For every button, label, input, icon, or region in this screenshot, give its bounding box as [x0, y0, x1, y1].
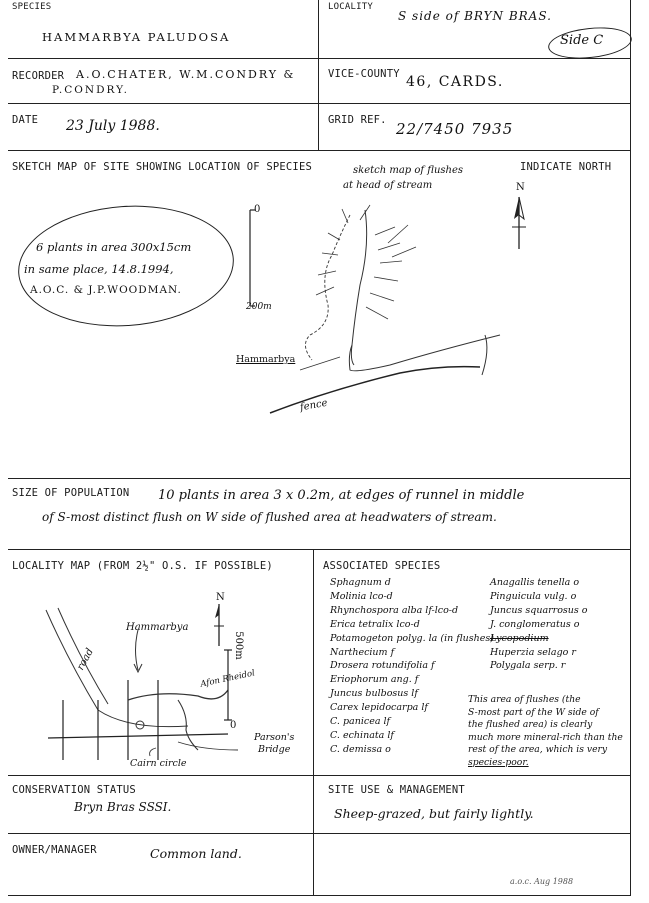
species-entry: Rhynchospora alba lf-lco-d [330, 604, 459, 616]
cairn-label: Cairn circle [130, 758, 187, 769]
footer-note: a.o.c. Aug 1988 [510, 877, 574, 886]
species-entry: J. conglomeratus o [490, 618, 580, 630]
divider [630, 0, 631, 895]
locality-value: S side of BRYN BRAS. [398, 9, 552, 23]
owner-label: OWNER/MANAGER [12, 844, 97, 856]
road-label: road [75, 646, 96, 673]
site-use-value: Sheep-grazed, but fairly lightly. [334, 806, 534, 821]
comment-line: species-poor. [468, 756, 529, 768]
scale-bottom: 200m [246, 302, 272, 312]
population-label: SIZE OF POPULATION [12, 487, 130, 499]
record-card [8, 0, 631, 897]
side-tag: Side C [560, 33, 604, 48]
species-entry-struck: Lycopodium [490, 632, 549, 644]
species-entry: Drosera rotundifolia f [330, 660, 435, 672]
comment-line: much more mineral-rich than the [468, 731, 623, 743]
locality-hammarbya: Hammarbya [126, 622, 189, 633]
species-entry: Erica tetralix lco-d [330, 618, 420, 630]
associated-label: ASSOCIATED SPECIES [323, 560, 441, 572]
species-entry: Sphagnum d [330, 577, 391, 588]
divider [8, 549, 631, 550]
comment-line: the flushed area) is clearly [468, 719, 593, 730]
species-marker: Hammarbya [236, 354, 296, 365]
revisit-note-line1: 6 plants in area 300x15cm [36, 240, 192, 254]
species-entry: Juncus bulbosus lf [330, 688, 418, 700]
scale-top: 0 [254, 204, 261, 215]
divider [313, 549, 314, 895]
date-value: 23 July 1988. [66, 118, 160, 134]
species-entry: Juncus squarrosus o [490, 604, 588, 616]
scale-bar [244, 210, 256, 310]
recorder-label: RECORDER [12, 70, 65, 82]
species-entry: Pinguicula vulg. o [490, 590, 577, 602]
divider [8, 150, 631, 151]
conservation-value: Bryn Bras SSSI. [74, 800, 172, 814]
revisit-note-line2: in same place, 14.8.1994, [24, 262, 174, 276]
bridge-label-line1: Parson's [254, 732, 295, 743]
vice-county-label: VICE-COUNTY [328, 68, 400, 80]
species-entry: Narthecium f [330, 646, 395, 658]
grid-ref-label: GRID REF. [328, 114, 387, 126]
comment-line: S-most part of the W side of [468, 706, 599, 718]
associated-comment [468, 694, 623, 769]
species-label: SPECIES [12, 2, 52, 12]
indicate-north-label: INDICATE NORTH [520, 161, 612, 173]
date-label: DATE [12, 114, 39, 126]
river-label: Afon Rheidol [199, 668, 256, 690]
comment-line: rest of the area, which is very [468, 744, 608, 755]
species-entry: C. panicea lf [330, 716, 391, 728]
divider [318, 0, 319, 150]
associated-col2 [490, 576, 588, 673]
species-value: HAMMARBYA PALUDOSA [42, 30, 231, 44]
sketch-map-label: SKETCH MAP OF SITE SHOWING LOCATION OF SPECIES [12, 161, 312, 173]
divider [8, 58, 631, 59]
recorder-value-line2: P.CONDRY. [52, 84, 130, 96]
species-entry: Huperzia selago r [490, 646, 576, 658]
fence-label: fence [299, 397, 329, 414]
sketch-caption-line2: at head of stream [343, 180, 433, 191]
locality-map-label: LOCALITY MAP (FROM 2½" O.S. IF POSSIBLE) [12, 560, 273, 572]
species-entry: C. demissa o [330, 743, 391, 755]
species-entry: Carex lepidocarpa lf [330, 702, 428, 714]
sketch-caption-line1: sketch map of flushes [353, 165, 464, 176]
population-value-line1: 10 plants in area 3 x 0.2m, at edges of runnel in middle [158, 488, 525, 503]
divider [8, 775, 631, 776]
population-value-line2: of S-most distinct flush on W side of flushed area at headwaters of stream. [42, 510, 497, 524]
locality-scale: 500m [232, 631, 244, 660]
locality-map-sketch [28, 600, 291, 770]
locality-label: LOCALITY [328, 2, 373, 12]
locality-scale-zero: 0 [230, 720, 237, 731]
species-entry: Polygala serp. r [490, 660, 566, 672]
recorder-value-line1: A.O.CHATER, W.M.CONDRY & [76, 68, 296, 81]
grid-ref-value: 22/7450 7935 [396, 120, 514, 138]
owner-value: Common land. [150, 846, 242, 861]
divider [8, 478, 631, 479]
vice-county-value: 46, CARDS. [406, 74, 504, 90]
bridge-label-line2: Bridge [258, 744, 291, 755]
site-use-label: SITE USE & MANAGEMENT [328, 784, 465, 796]
north-letter: N [516, 182, 525, 193]
north-arrow-icon [506, 195, 536, 255]
conservation-label: CONSERVATION STATUS [12, 784, 136, 796]
species-entry: Eriophorum ang. f [330, 674, 419, 686]
species-entry: Molinia lco-d [330, 590, 393, 602]
species-entry: Potamogeton polyg. la (in flushes) [330, 632, 494, 644]
locality-north-letter: N [216, 592, 225, 603]
divider [8, 895, 631, 896]
divider [8, 103, 631, 104]
comment-line: This area of flushes (the [468, 694, 581, 705]
species-entry: Anagallis tenella o [490, 577, 580, 588]
species-entry: C. echinata lf [330, 729, 394, 741]
revisit-note-line3: A.O.C. & J.P.WOODMAN. [30, 284, 182, 296]
divider [8, 833, 631, 834]
